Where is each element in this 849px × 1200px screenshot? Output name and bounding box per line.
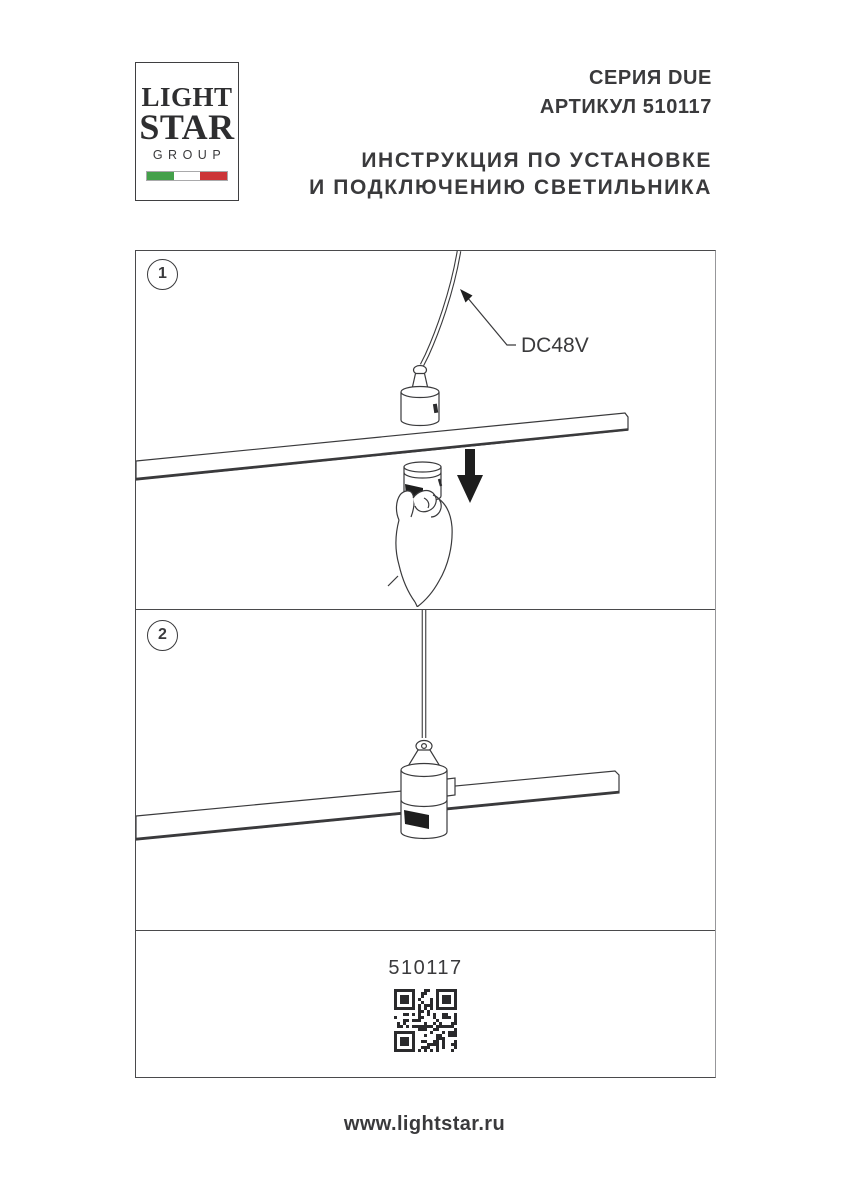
lightstar-logo — [135, 62, 239, 201]
track-rail — [136, 771, 619, 840]
dc-connector — [401, 366, 439, 426]
down-arrow — [457, 449, 483, 503]
logo-word-group: GROUP — [152, 148, 227, 162]
instruction-title-line1: ИНСТРУКЦИЯ ПО УСТАНОВКЕ — [361, 149, 712, 172]
flag-green-band — [147, 172, 174, 180]
hand-holding-connector — [388, 491, 452, 607]
dc48v-label: DC48V — [521, 334, 589, 357]
logo-word-star: STAR — [139, 107, 235, 147]
step1-diagram — [136, 251, 714, 607]
header-title-block — [309, 64, 712, 201]
footer-website-url: www.lightstar.ru — [343, 1113, 506, 1135]
article-title: АРТИКУЛ 510117 — [539, 96, 712, 118]
diagram-box — [135, 250, 716, 1078]
step2-diagram — [136, 610, 714, 928]
series-title: СЕРИЯ DUE — [588, 67, 712, 89]
step2-number-badge: 2 — [147, 620, 178, 651]
logo-word-light: LIGHT — [141, 82, 233, 112]
dc48v-leader-arrow — [460, 289, 516, 345]
italian-flag-stripe — [146, 171, 228, 181]
article-number: 510117 — [388, 957, 463, 979]
instruction-title — [309, 147, 712, 201]
qr-code-image — [394, 989, 457, 1052]
step1-panel — [136, 251, 715, 610]
article-panel — [136, 931, 715, 1077]
flag-white-band — [174, 172, 201, 180]
instruction-title-line2: И ПОДКЛЮЧЕНИЮ СВЕТИЛЬНИКА — [309, 176, 712, 199]
power-cable — [422, 251, 459, 365]
step1-number-badge: 1 — [147, 259, 178, 290]
qr-code — [394, 989, 457, 1057]
flag-red-band — [200, 172, 227, 180]
step2-panel — [136, 610, 715, 931]
mounted-connector — [401, 741, 455, 839]
track-rail — [136, 413, 628, 480]
